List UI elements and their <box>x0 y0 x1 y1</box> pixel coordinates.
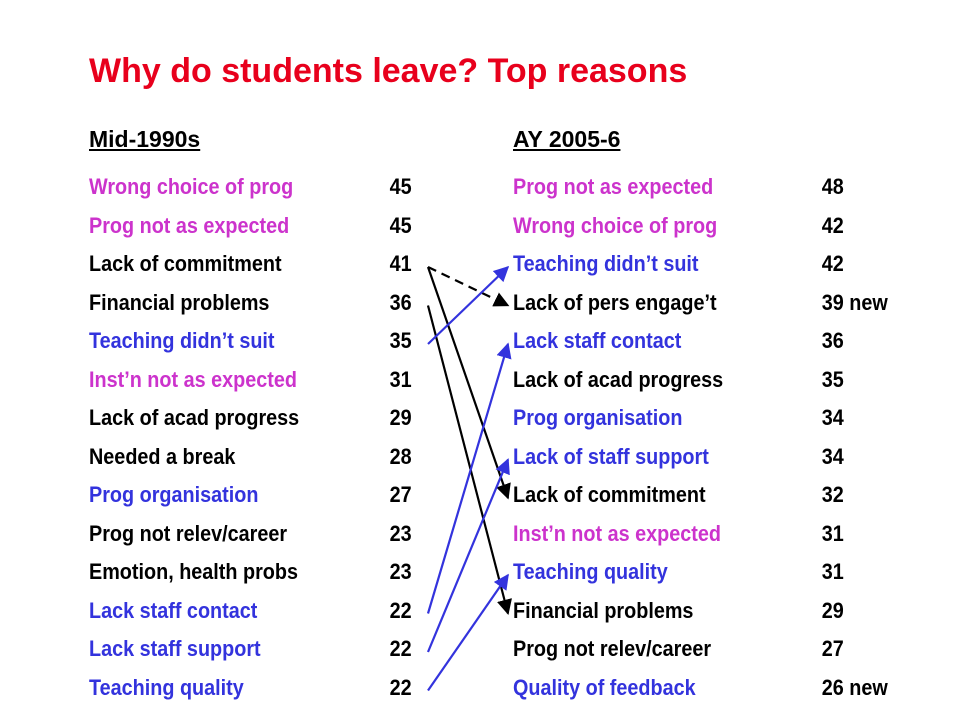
connector-arrow <box>428 306 508 614</box>
connector-arrow <box>428 575 508 691</box>
reason-value: 29 <box>389 405 412 430</box>
reason-value: 48 <box>821 174 844 199</box>
reason-label: Lack of staff support <box>513 443 709 469</box>
reason-label: Prog not relev/career <box>513 636 712 661</box>
left-column-heading: Mid-1990s <box>89 126 201 152</box>
reason-value: 22 <box>389 674 412 700</box>
reason-value: 45 <box>389 174 412 199</box>
reason-value: 29 <box>821 597 844 623</box>
reason-value: 28 <box>389 443 412 469</box>
right-column-heading: AY 2005-6 <box>513 126 621 152</box>
reason-label: Teaching didn’t suit <box>513 251 699 276</box>
connector-arrow <box>428 460 508 653</box>
reason-value: 31 <box>389 366 412 392</box>
reason-label: Teaching quality <box>513 559 668 584</box>
reason-label: Lack staff contact <box>89 597 258 623</box>
reason-label: Lack of acad progress <box>89 405 300 430</box>
reason-value: 22 <box>389 636 412 661</box>
reason-label: Wrong choice of prog <box>513 212 718 238</box>
reason-value: 32 <box>821 482 844 507</box>
reason-label: Lack of commitment <box>89 251 282 276</box>
reason-value: 31 <box>821 520 844 546</box>
reason-label: Quality of feedback <box>513 674 696 700</box>
reason-label: Prog not as expected <box>89 212 290 238</box>
reason-value: 27 <box>821 636 844 661</box>
reason-value: 35 <box>821 366 844 392</box>
reason-value: 26 new <box>821 674 888 700</box>
reason-value: 31 <box>821 559 844 584</box>
reason-label: Needed a break <box>89 443 236 469</box>
reason-value: 42 <box>821 251 844 276</box>
reason-value: 42 <box>821 212 844 238</box>
reason-label: Emotion, health probs <box>89 559 299 584</box>
reason-value: 23 <box>389 520 412 546</box>
reason-value: 36 <box>821 328 844 353</box>
reason-label: Prog organisation <box>89 482 259 507</box>
reason-label: Inst’n not as expected <box>513 520 721 546</box>
reason-label: Financial problems <box>89 289 270 315</box>
reason-value: 27 <box>389 482 412 507</box>
reason-value: 35 <box>389 328 412 353</box>
reason-label: Lack of pers engage’t <box>513 289 717 315</box>
connector-arrow <box>428 267 508 344</box>
reason-label: Prog not as expected <box>513 174 714 199</box>
reason-value: 45 <box>389 212 412 238</box>
reason-value: 41 <box>389 251 412 276</box>
reason-label: Teaching didn’t suit <box>89 328 275 353</box>
reason-label: Lack staff support <box>89 636 261 661</box>
reason-value: 22 <box>389 597 412 623</box>
reason-value: 34 <box>821 443 844 469</box>
reason-label: Lack of acad progress <box>513 366 724 392</box>
reason-value: 36 <box>389 289 412 315</box>
reason-label: Financial problems <box>513 597 694 623</box>
reason-label: Lack staff contact <box>513 328 682 353</box>
reason-value: 34 <box>821 405 844 430</box>
reason-value: 39 new <box>821 289 888 315</box>
reason-label: Teaching quality <box>89 674 244 700</box>
reason-label: Lack of commitment <box>513 482 706 507</box>
reason-value: 23 <box>389 559 412 584</box>
reason-label: Prog not relev/career <box>89 520 288 546</box>
reason-label: Wrong choice of prog <box>89 174 294 199</box>
slide-title: Why do students leave? Top reasons <box>89 52 688 90</box>
reason-label: Inst’n not as expected <box>89 366 297 392</box>
reason-label: Prog organisation <box>513 405 683 430</box>
